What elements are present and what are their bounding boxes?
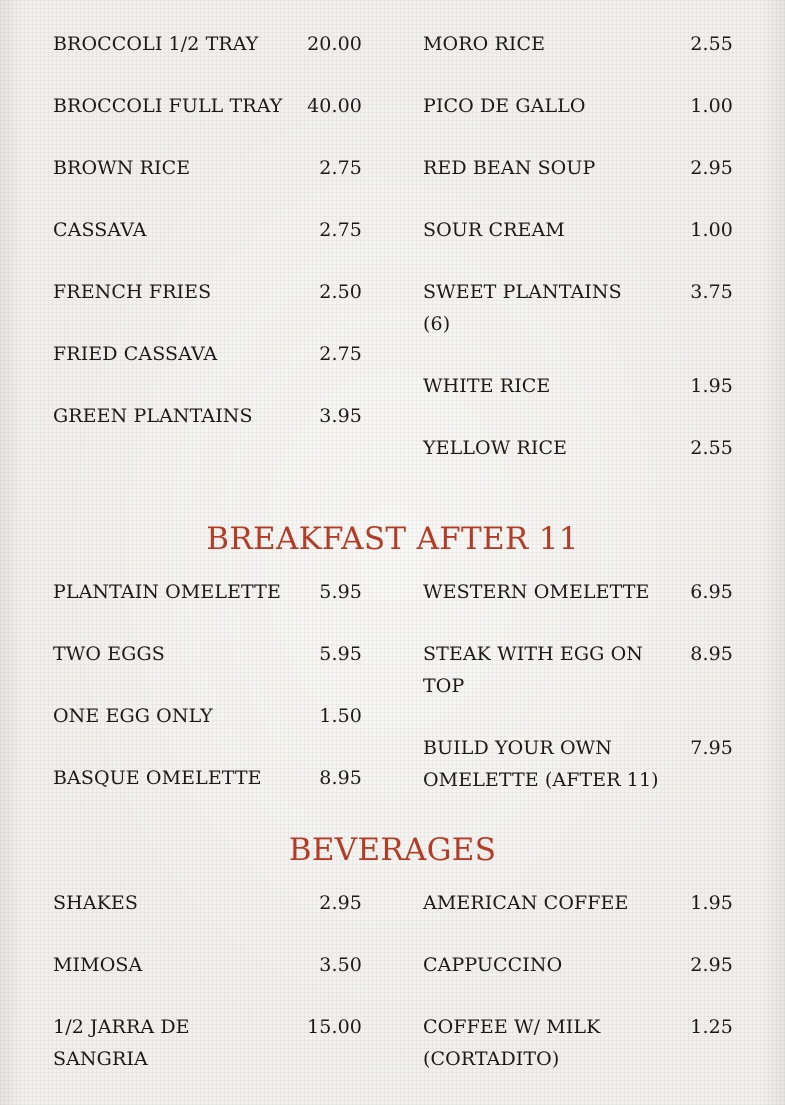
item-name: AMERICAN COFFEE [423, 892, 629, 914]
breakfast-left-column [53, 576, 362, 824]
item-price: 3.75 [690, 281, 733, 303]
menu-item [423, 152, 733, 184]
menu-item [423, 276, 733, 340]
item-name: FRIED CASSAVA [53, 343, 218, 365]
item-price: 2.55 [690, 437, 733, 459]
item-name: MORO RICE [423, 33, 546, 55]
item-price: 1.00 [690, 95, 733, 117]
sides-right-column [423, 28, 733, 494]
item-name: CAPPUCCINO [423, 954, 563, 976]
beverages-left-column [53, 887, 362, 1105]
menu-item [423, 638, 733, 702]
menu-item [53, 700, 362, 732]
item-price: 5.95 [319, 581, 362, 603]
item-price: 15.00 [307, 1016, 362, 1038]
menu-item [423, 732, 733, 796]
breakfast-right-column [423, 576, 733, 826]
item-name: MIMOSA [53, 954, 143, 976]
item-name: WHITE RICE [423, 375, 551, 397]
item-name: PLANTAIN OMELETTE [53, 581, 281, 603]
menu-item [53, 90, 362, 122]
item-price: 1.50 [319, 705, 362, 727]
item-price: 5.95 [319, 643, 362, 665]
sides-left-column [53, 28, 362, 462]
item-price: 1.95 [690, 375, 733, 397]
item-price: 2.50 [319, 281, 362, 303]
item-price: 8.95 [319, 767, 362, 789]
menu-item [53, 338, 362, 370]
menu-item [423, 90, 733, 122]
menu-item [423, 949, 733, 981]
item-name: YELLOW RICE [423, 437, 568, 459]
item-price: 40.00 [307, 95, 362, 117]
item-name: STEAK WITH EGG ON TOP [423, 643, 643, 697]
item-name: SHAKES [53, 892, 138, 914]
item-price: 2.55 [690, 33, 733, 55]
item-name: GREEN PLANTAINS [53, 405, 253, 427]
item-price: 2.95 [319, 892, 362, 914]
menu-item [423, 576, 733, 608]
item-price: 2.75 [319, 157, 362, 179]
menu-item [423, 1011, 733, 1075]
menu-item [53, 28, 362, 60]
menu-item [53, 762, 362, 794]
item-name: BROCCOLI 1/2 TRAY [53, 33, 259, 55]
menu-item [53, 1011, 362, 1075]
item-name: CASSAVA [53, 219, 147, 241]
item-price: 3.95 [319, 405, 362, 427]
beverages-right-column [423, 887, 733, 1105]
menu-item [53, 276, 362, 308]
menu-item [423, 887, 733, 919]
menu-item [53, 887, 362, 919]
menu-item [53, 576, 362, 608]
item-name: 1/2 JARRA DE SANGRIA [53, 1016, 190, 1070]
menu-item [53, 949, 362, 981]
item-name: COFFEE W/ MILK (CORTADITO) [423, 1016, 601, 1070]
menu-item [53, 400, 362, 432]
item-price: 8.95 [690, 643, 733, 665]
menu-item [53, 214, 362, 246]
item-name: BASQUE OMELETTE [53, 767, 262, 789]
item-name: SOUR CREAM [423, 219, 565, 241]
section-heading-breakfast: BREAKFAST AFTER 11 [206, 521, 579, 557]
menu-item [53, 638, 362, 670]
menu-item [423, 370, 733, 402]
item-price: 2.75 [319, 343, 362, 365]
menu-item [423, 28, 733, 60]
item-price: 1.25 [690, 1016, 733, 1038]
item-price: 6.95 [690, 581, 733, 603]
item-price: 2.95 [690, 157, 733, 179]
menu-item [53, 152, 362, 184]
item-name: BROCCOLI FULL TRAY [53, 95, 283, 117]
item-price: 2.95 [690, 954, 733, 976]
item-name: WESTERN OMELETTE [423, 581, 650, 603]
item-price: 1.00 [690, 219, 733, 241]
item-name: BROWN RICE [53, 157, 191, 179]
item-price: 2.75 [319, 219, 362, 241]
item-name: BUILD YOUR OWN OMELETTE (AFTER 11) [423, 737, 659, 791]
item-name: RED BEAN SOUP [423, 157, 596, 179]
menu-item [423, 214, 733, 246]
item-name: TWO EGGS [53, 643, 165, 665]
item-price: 7.95 [690, 737, 733, 759]
item-name: SWEET PLANTAINS (6) [423, 281, 622, 335]
section-heading-beverages: BEVERAGES [288, 832, 497, 868]
item-name: PICO DE GALLO [423, 95, 586, 117]
item-name: ONE EGG ONLY [53, 705, 213, 727]
item-name: FRENCH FRIES [53, 281, 212, 303]
menu-item [423, 432, 733, 464]
item-price: 1.95 [690, 892, 733, 914]
item-price: 20.00 [307, 33, 362, 55]
item-price: 3.50 [319, 954, 362, 976]
